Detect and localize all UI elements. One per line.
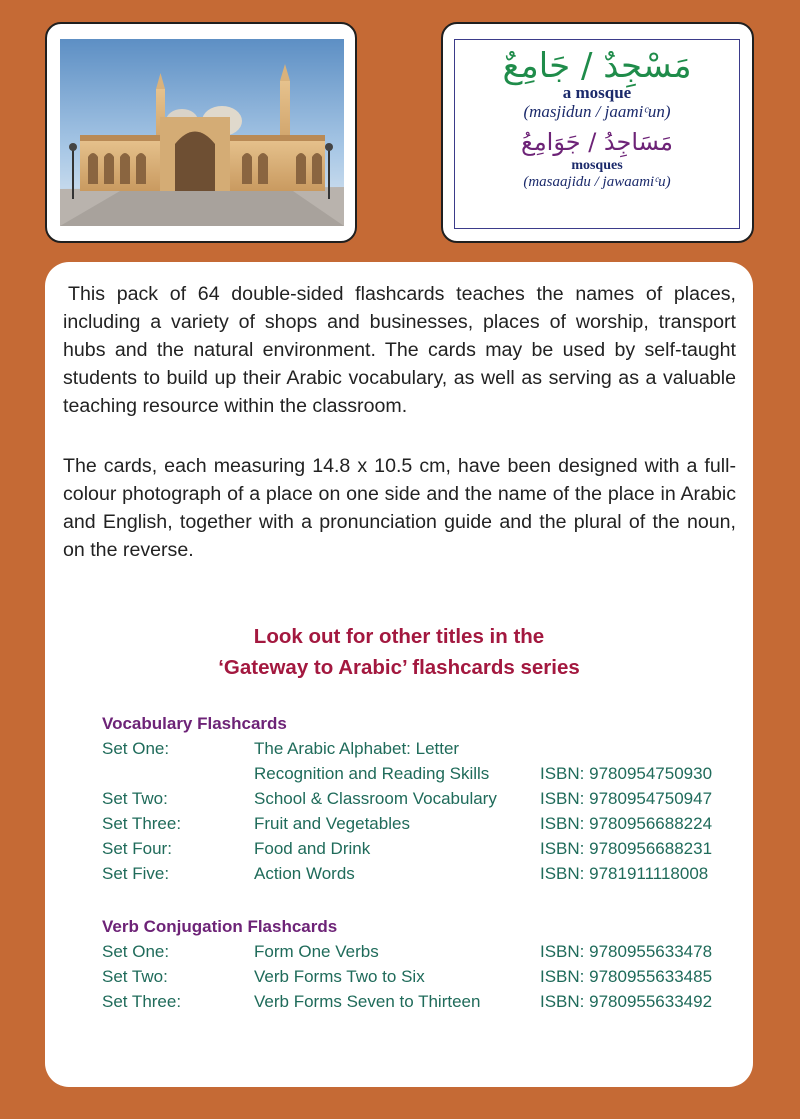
set-title: Form One Verbs	[254, 942, 379, 961]
set-title: School & Classroom Vocabulary	[254, 789, 497, 808]
promo-line-1: Look out for other titles in the	[253, 625, 545, 648]
set-label: Set Two:	[102, 967, 168, 986]
set-isbn: ISBN: 9780954750947	[540, 789, 713, 808]
set-label: Set One:	[102, 942, 170, 961]
description-paragraph-2: The cards, each measuring 14.8 x 10.5 cm, have been designed with a full-colour photograph of a place on one side and the name of the place in Arabic and English, together with a pronunciation guide and the plural of the noun, on the reverse.	[63, 455, 736, 561]
english-plural: mosques	[571, 158, 623, 173]
list-item	[102, 786, 742, 811]
set-isbn: ISBN: 9780955633492	[540, 992, 713, 1011]
vocabulary-heading: Vocabulary Flashcards	[102, 714, 287, 733]
arabic-plural: مَسَاجِدُ / جَوَامِعُ	[521, 128, 673, 156]
set-title: Food and Drink	[254, 839, 371, 858]
description-paragraph-1: This pack of 64 double-sided flashcards teaches the names of places, including a variety of shops and businesses, places of worship, transport hubs and the natural environment. The cards may be used by self-taught students to build up their Arabic vocabulary, as well as serving as a valuable teaching resource within the classroom.	[63, 283, 736, 417]
promo-line-2: ‘Gateway to Arabic’ flashcards series	[218, 656, 580, 679]
word-flashcard	[441, 22, 754, 243]
set-label: Set Two:	[102, 789, 168, 808]
set-title: Verb Forms Two to Six	[254, 967, 425, 986]
list-item	[102, 736, 742, 761]
set-title: Verb Forms Seven to Thirteen	[254, 992, 481, 1011]
set-isbn: ISBN: 9780955633478	[540, 942, 713, 961]
set-title: The Arabic Alphabet: Letter	[254, 739, 460, 758]
set-label: Set Three:	[102, 814, 182, 833]
list-item	[102, 939, 742, 964]
mosque-photo	[60, 39, 344, 226]
list-item	[102, 811, 742, 836]
set-isbn: ISBN: 9781911118008	[540, 864, 709, 883]
transliteration-singular: (masjidun / jaamiᶜun)	[523, 102, 671, 121]
list-item	[102, 964, 742, 989]
set-title: Fruit and Vegetables	[254, 814, 410, 833]
word-frame	[454, 39, 740, 229]
transliteration-plural: (masaajidu / jawaamiᶜu)	[523, 174, 671, 190]
description-panel	[45, 262, 753, 1087]
set-title: Action Words	[254, 864, 355, 883]
arabic-singular: مَسْجِدٌ / جَامِعٌ	[502, 46, 692, 86]
set-isbn: ISBN: 9780954750930	[540, 764, 713, 783]
set-label: Set One:	[102, 739, 170, 758]
photo-flashcard	[45, 22, 357, 243]
list-item	[102, 836, 742, 861]
set-isbn: ISBN: 9780955633485	[540, 967, 713, 986]
set-isbn: ISBN: 9780956688224	[540, 814, 713, 833]
english-singular: a mosque	[562, 83, 632, 102]
list-item	[102, 761, 742, 786]
list-item	[102, 861, 742, 886]
set-title: Recognition and Reading Skills	[254, 764, 490, 783]
list-item	[102, 989, 742, 1014]
verbs-heading: Verb Conjugation Flashcards	[102, 917, 338, 936]
set-label: Set Three:	[102, 992, 182, 1011]
set-label: Set Four:	[102, 839, 172, 858]
set-label: Set Five:	[102, 864, 170, 883]
set-isbn: ISBN: 9780956688231	[540, 839, 713, 858]
